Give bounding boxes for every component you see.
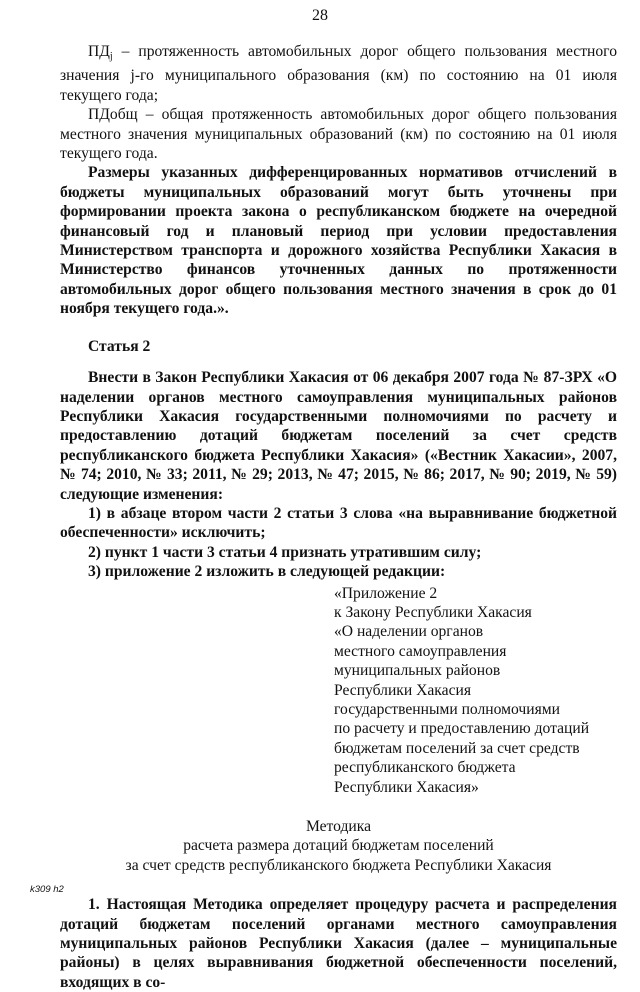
definition-paragraph-pdj: [60, 42, 617, 105]
appendix-line: «Приложение 2: [334, 584, 438, 602]
appendix-line: местного самоуправления: [334, 642, 507, 660]
definition-paragraph-pdobsh: [60, 105, 617, 163]
symbol-pd: ПД: [88, 43, 110, 60]
appendix-line: бюджетам поселений за счет средств: [334, 739, 580, 757]
definition-text-pdj: – протяженность автомобильных дорог общего пользования местного значения j-го муниципального образования (км) по состоянию на 01 июля текущего года;: [60, 43, 617, 104]
method-title: Методика: [305, 818, 372, 836]
norms-paragraph: Размеры указанных дифференцированных нормативов отчислений в бюджеты муниципальных образований могут быть уточнены при формировании проекта закона о республиканском бюджете на очередной финансовый год и плановый период при условии предоставления Министерством транспорта и дорожного хозяйства Республики Хакасия в Министерство финансов уточненных данных по протяженности автомобильных дорог общего пользования местного значения в срок до 01 ноября текущего года.».: [60, 164, 617, 318]
method-subtitle-line: за счет средств республиканского бюджета Республики Хакасия: [125, 856, 552, 874]
symbol-subscript: j: [109, 51, 113, 62]
appendix-line: к Закону Республики Хакасия: [334, 603, 532, 621]
amendment-item: 1) в абзаце втором части 2 статьи 3 слова «на выравнивание бюджетной обеспеченности» исключить;: [60, 504, 617, 542]
amendment-item: 2) пункт 1 части 3 статьи 4 признать утратившим силу;: [88, 543, 482, 561]
article-intro: Внести в Закон Республики Хакасия от 06 декабря 2007 года № 87-ЗРХ «О наделении органов местного самоуправления муниципальных районов Республики Хакасия государственными полномочиями по расчету и предоставлению дотаций бюджетам поселений за счет средств республиканского бюджета Республики Хакасия» («Вестник Хакасии», 2007, № 74; 2010, № 33; 2011, № 29; 2013, № 47; 2015, № 86; 2017, № 90; 2019, № 59) следующие изменения:: [60, 369, 617, 503]
appendix-line: по расчету и предоставлению дотаций: [334, 720, 590, 738]
appendix-line: муниципальных районов: [334, 662, 501, 680]
appendix-reference: [334, 584, 617, 797]
appendix-line: Республики Хакасия»: [334, 778, 479, 796]
article-heading: Статья 2: [88, 337, 151, 355]
appendix-line: государственными полномочиями: [334, 701, 560, 718]
symbol-pdobsh: ПДобщ: [88, 106, 138, 124]
page-number: 28: [312, 7, 328, 24]
footer-code: k309 h2: [30, 884, 64, 895]
appendix-line: Республики Хакасия: [334, 681, 472, 699]
appendix-line: «О наделении органов: [334, 623, 484, 641]
definition-text-pdobsh: – общая протяженность автомобильных дорог общего пользования местного значения муниципальных образований (км) по состоянию на 01 июля текущего года.: [60, 106, 617, 163]
document-body: [60, 42, 617, 992]
appendix-line: республиканского бюджета: [334, 759, 516, 777]
method-subtitle-line: расчета размера дотаций бюджетам поселений: [183, 837, 494, 855]
method-paragraph: 1. Настоящая Методика определяет процедуру расчета и распределения дотаций бюджетам поселений органами местного самоуправления муниципальных районов Республики Хакасия (далее – муниципальные районы) в целях выравнивания бюджетной обеспеченности поселений, входящих в со-: [60, 896, 617, 991]
amendment-item: 3) приложение 2 изложить в следующей редакции:: [88, 563, 446, 581]
